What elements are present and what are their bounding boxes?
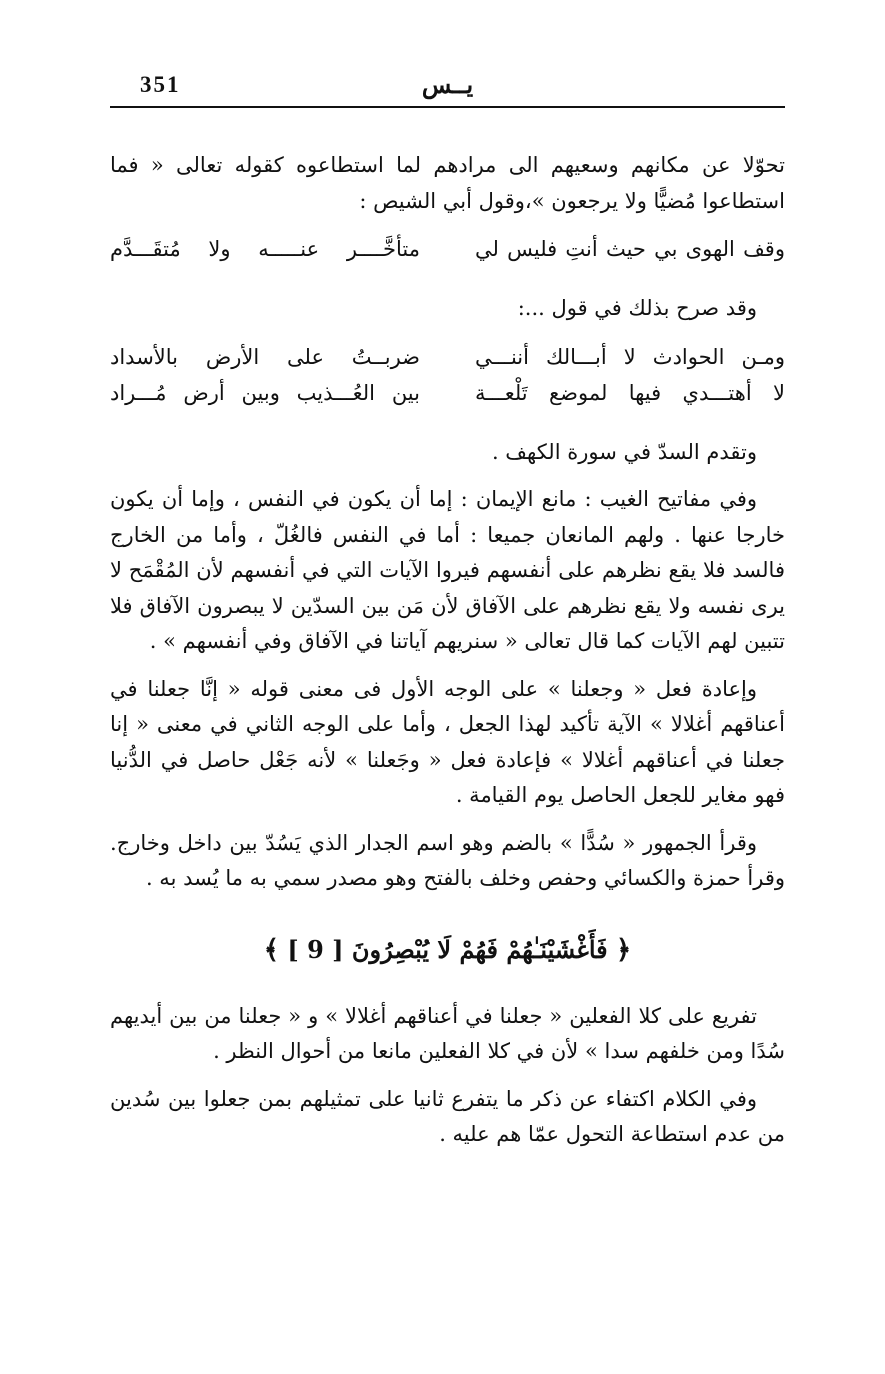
verse-line bbox=[110, 231, 785, 267]
paragraph-7: تفريع على كلا الفعلين « جعلنا في أعناقهم أغلالا » و « جعلنا من بين أيديهم سُدًا ومن خلفهم سدا » لأن في كلا الفعلين مانعا من أحوال النظر . bbox=[110, 1003, 785, 1063]
verse-hemistich-left: بين العُـــذيب وبين أرض مُـــراد bbox=[110, 380, 420, 405]
quran-verse-number: [ 9 ] bbox=[287, 934, 344, 964]
book-page bbox=[110, 60, 786, 1146]
page-header bbox=[110, 60, 785, 104]
paragraph-8: وفي الكلام اكتفاء عن ذكر ما يتفرع ثانيا على تمثيلهم بمن جعلوا بين سُدين من عدم استطاعة التحول عمّا هم عليه . bbox=[110, 1086, 785, 1146]
paragraph-6: وقرأ الجمهور « سُدًّا » بالضم وهو اسم الجدار الذي يَسُدّ بين داخل وخارج. وقرأ حمزة والكسائي وحفص وخلف بالفتح وهو مصدر سمي به ما يُسد به . bbox=[110, 830, 785, 890]
quran-verse bbox=[110, 931, 785, 969]
running-title: يــس bbox=[421, 70, 474, 99]
verse-hemistich-right: وقف الهوى بي حيث أنتِ فليس لي bbox=[475, 237, 785, 261]
paragraph-2: وقد صرح بذلك في قول ...: bbox=[517, 296, 757, 320]
paragraph-1: تحوّلا عن مكانهم وسعيهم الى مرادهم لما استطاعوه كقوله تعالى « فما استطاعوا مُضيًّا ولا يرجعون »،وقول أبي الشيص : bbox=[110, 153, 785, 213]
paragraph-3: وتقدم السدّ في سورة الكهف . bbox=[491, 439, 757, 464]
paragraph-4: وفي مفاتيح الغيب : مانع الإيمان : إما أن يكون في النفس ، وإما أن يكون خارجا عنها . ولهم المانعان جميعا : أما في النفس فالغُلّ ، وأما من الخارج فالسد فلا يقع نظرهم على أنفسهم فيروا الآيات التي في أنفسهم لأن المُقْمَح لا يرى نفسه ولا يقع نظرهم على الآفاق لأن مَن بين السدّين لا يبصرون الآفاق فلا تتبين لهم الآيات كما قال تعالى « سنريهم آياتنا في الآفاق وفي أنفسهم » . bbox=[110, 487, 786, 653]
header-divider bbox=[110, 106, 785, 108]
verse-hemistich-left: متأخَّــــر عنـــــه ولا مُتقَـــدَّم bbox=[110, 237, 420, 261]
verse-line bbox=[110, 375, 785, 411]
poem-verse-2 bbox=[110, 339, 785, 411]
paragraph-5: وإعادة فعل « وجعلنا » على الوجه الأول فى معنى قوله « إنَّا جعلنا في أعناقهم أغلالا » الآية تأكيد لهذا الجعل ، وأما على الوجه الثاني في معنى « إنا جعلنا في أعناقهم أغلالا » فإعادة فعل « وجَعلنا » لأنه جَعْل حاصل في الدُّنيا فهو مغاير للجعل الحاصل يوم القيامة . bbox=[110, 676, 785, 807]
verse-hemistich-right: لا أهتـــدي فيها لموضع تَلْعـــة bbox=[475, 380, 785, 405]
verse-hemistich-right: ومـن الحوادث لا أبـــالك أننـــي bbox=[475, 344, 785, 369]
quran-verse-text: فَأَغْشَيْنَـٰهُمْ فَهُمْ لَا يُبْصِرُونَ bbox=[351, 934, 608, 964]
verse-hemistich-left: ضربــتُ على الأرض بالأسداد bbox=[110, 344, 420, 369]
ornate-bracket-close-icon: ﴾ bbox=[263, 934, 280, 965]
page-body bbox=[110, 148, 785, 1165]
page-number: 351 bbox=[140, 72, 181, 97]
verse-line bbox=[110, 339, 785, 375]
poem-verse-1 bbox=[110, 231, 785, 267]
ornate-bracket-open-icon: ﴿ bbox=[615, 934, 632, 965]
